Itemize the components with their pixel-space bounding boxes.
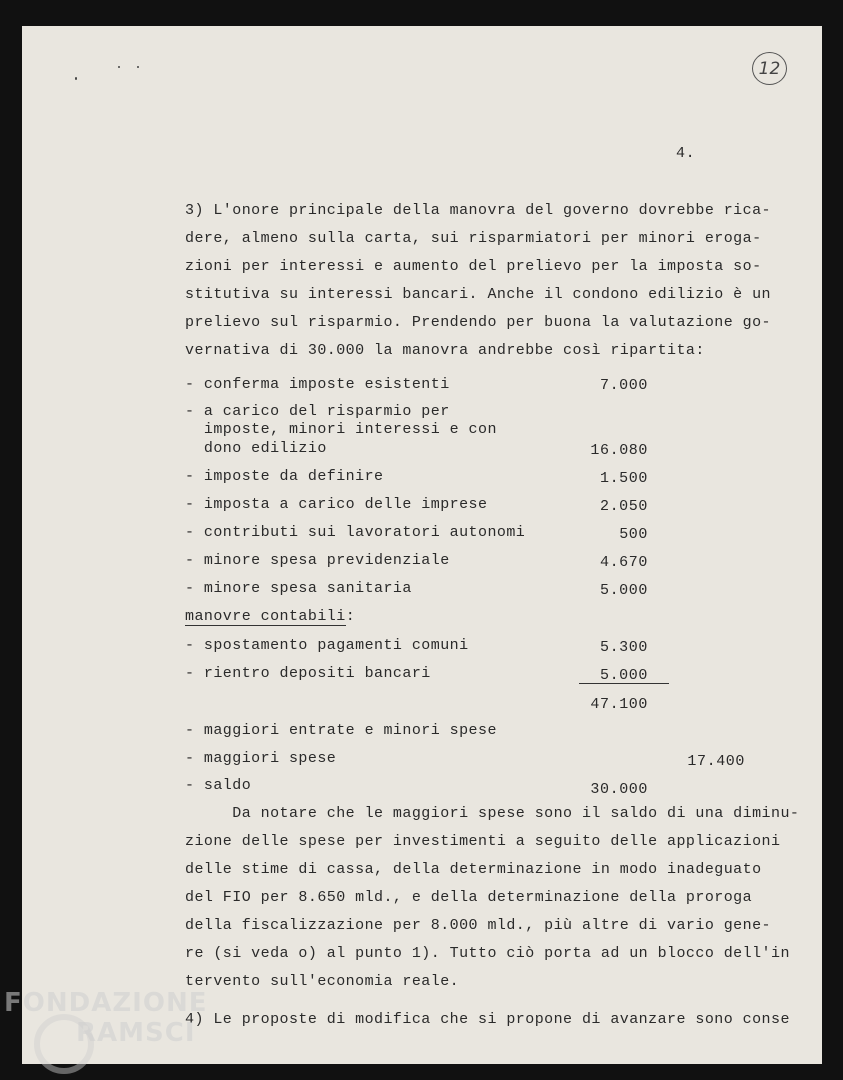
paragraph-line: zione delle spese per investimenti a seguito delle applicazioni — [185, 833, 781, 850]
table-row-label: - imposta a carico delle imprese — [185, 496, 488, 513]
page-number: 4. — [676, 145, 696, 162]
paper-speck — [137, 66, 139, 68]
table-row-label: - rientro depositi bancari — [185, 665, 431, 682]
paragraph-line: del FIO per 8.650 mld., e della determinazione della proroga — [185, 889, 753, 906]
table-row-label: - imposte da definire — [185, 468, 384, 485]
section3-line: 3) L'onore principale della manovra del governo dovrebbe rica- — [185, 202, 771, 219]
paper-speck — [118, 66, 120, 68]
archive-number: 12 — [758, 58, 781, 79]
table-row-label: - maggiori entrate e minori spese — [185, 722, 497, 739]
total-rule — [579, 683, 669, 684]
table-row-label: - minore spesa previdenziale — [185, 552, 450, 569]
document-page — [22, 26, 822, 1064]
heading-colon: : — [345, 608, 356, 625]
table-row-value: 500 — [619, 526, 648, 543]
table-row-label: - a carico del risparmio per — [185, 403, 450, 420]
heading-text: manovre contabili — [185, 608, 346, 625]
table-row-value: 17.400 — [687, 753, 745, 770]
section3-line: vernativa di 30.000 la manovra andrebbe così ripartita: — [185, 342, 705, 359]
paragraph-line: delle stime di cassa, della determinazione in modo inadeguato — [185, 861, 762, 878]
archive-number-circle — [752, 52, 787, 85]
section3-line: dere, almeno sulla carta, sui risparmiatori per minori eroga- — [185, 230, 762, 247]
section3-line: stitutiva su interessi bancari. Anche il condono edilizio è un — [185, 286, 771, 303]
table-row-label: dono edilizio — [185, 440, 327, 457]
watermark-text: RAMSCI — [76, 1018, 196, 1048]
table-row-value: 5.300 — [599, 639, 648, 656]
table-row-value: 4.670 — [599, 554, 648, 571]
table-row-value: 5.000 — [599, 582, 648, 599]
table-row-label — [185, 421, 497, 438]
table-row-value: 16.080 — [590, 442, 648, 459]
table-total: 47.100 — [590, 696, 648, 713]
table-row-value: 2.050 — [599, 498, 648, 515]
label-part: imposte, minori interessi e con — [185, 421, 497, 438]
table-row-value: 30.000 — [590, 781, 648, 798]
table-row-label: - conferma imposte esistenti — [185, 376, 450, 393]
section3-line: zioni per interessi e aumento del prelievo per la imposta so- — [185, 258, 762, 275]
paragraph-line: re (si veda o) al punto 1). Tutto ciò porta ad un blocco dell'in — [185, 945, 790, 962]
table-row-value: 5.000 — [599, 667, 648, 684]
paper-speck — [75, 77, 77, 80]
table-row-value: 1.500 — [599, 470, 648, 487]
table-row-label: - contributi sui lavoratori autonomi — [185, 524, 526, 541]
section3-line: prelievo sul risparmio. Prendendo per buona la valutazione go- — [185, 314, 771, 331]
table-row-label: - saldo — [185, 777, 252, 794]
table-row-value: 7.000 — [599, 377, 648, 394]
section4-line: 4) Le proposte di modifica che si propone di avanzare sono conse — [185, 1011, 790, 1028]
watermark-text: FONDAZIONE — [4, 988, 208, 1018]
table-row-label: - spostamento pagamenti comuni — [185, 637, 469, 654]
paragraph-line: Da notare che le maggiori spese sono il saldo di una diminu- — [185, 805, 800, 822]
paragraph-line: tervento sull'economia reale. — [185, 973, 460, 990]
table-row-label: - maggiori spese — [185, 750, 337, 767]
paragraph-line: della fiscalizzazione per 8.000 mld., più altre di vario gene- — [185, 917, 771, 934]
table-heading — [185, 608, 355, 625]
table-row-label: - minore spesa sanitaria — [185, 580, 412, 597]
